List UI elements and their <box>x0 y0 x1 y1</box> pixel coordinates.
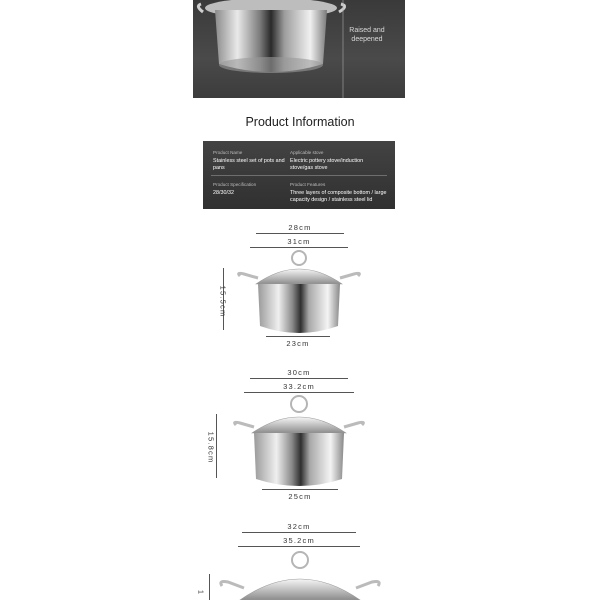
pot1-bottom-diameter: 23cm <box>286 339 310 348</box>
pot-photo-1 <box>236 248 362 338</box>
product-spec-label: Product Specification <box>213 182 257 187</box>
product-features-value: Three layers of composite bottom / large capacity design / stainless steel lid <box>290 190 387 203</box>
pot2-inner-diameter: 30cm <box>287 368 311 377</box>
pot1-height: 15.5cm <box>218 285 228 318</box>
info-divider <box>211 175 387 176</box>
product-features-label: Product Features <box>290 182 326 187</box>
pot2-height: 15.8cm <box>206 431 216 464</box>
applicable-stove-cell <box>290 149 386 172</box>
pot3-height-line <box>209 574 210 600</box>
pot1-outer-diameter: 31cm <box>287 237 311 246</box>
product-name-cell <box>213 149 289 172</box>
pot1-bottom-line <box>266 336 330 337</box>
product-name-label: Product Name <box>213 150 243 155</box>
section-title: Product Information <box>245 115 355 129</box>
product-spec-cell <box>213 181 289 197</box>
pot2-bottom-diameter: 25cm <box>288 492 312 501</box>
hero-caption: Raised and deepened <box>349 27 385 43</box>
pot2-height-line <box>216 414 217 478</box>
pot3-height: 1 <box>196 589 206 596</box>
product-features-cell <box>290 181 390 204</box>
pot3-outer-line <box>238 546 360 547</box>
pot-photo-hero <box>193 0 405 98</box>
product-name-value: Stainless steel set of pots and pans <box>213 158 285 171</box>
hero-image <box>193 0 405 98</box>
pot3-inner-line <box>242 532 356 533</box>
product-spec-value: 28/30/32 <box>213 190 234 196</box>
pot2-bottom-line <box>262 489 338 490</box>
pot-photo-3 <box>218 548 382 600</box>
applicable-stove-label: Applicable stove <box>290 150 324 155</box>
pot3-outer-diameter: 35.2cm <box>283 536 315 545</box>
pot2-inner-line <box>250 378 348 379</box>
pot1-inner-line <box>256 233 344 234</box>
pot2-outer-diameter: 33.2cm <box>283 382 315 391</box>
product-info-card <box>203 141 395 209</box>
pot3-inner-diameter: 32cm <box>287 522 311 531</box>
pot1-inner-diameter: 28cm <box>288 223 312 232</box>
pot-photo-2 <box>232 393 366 491</box>
applicable-stove-value: Electric pottery stove/induction stove/gas stove <box>290 158 364 171</box>
